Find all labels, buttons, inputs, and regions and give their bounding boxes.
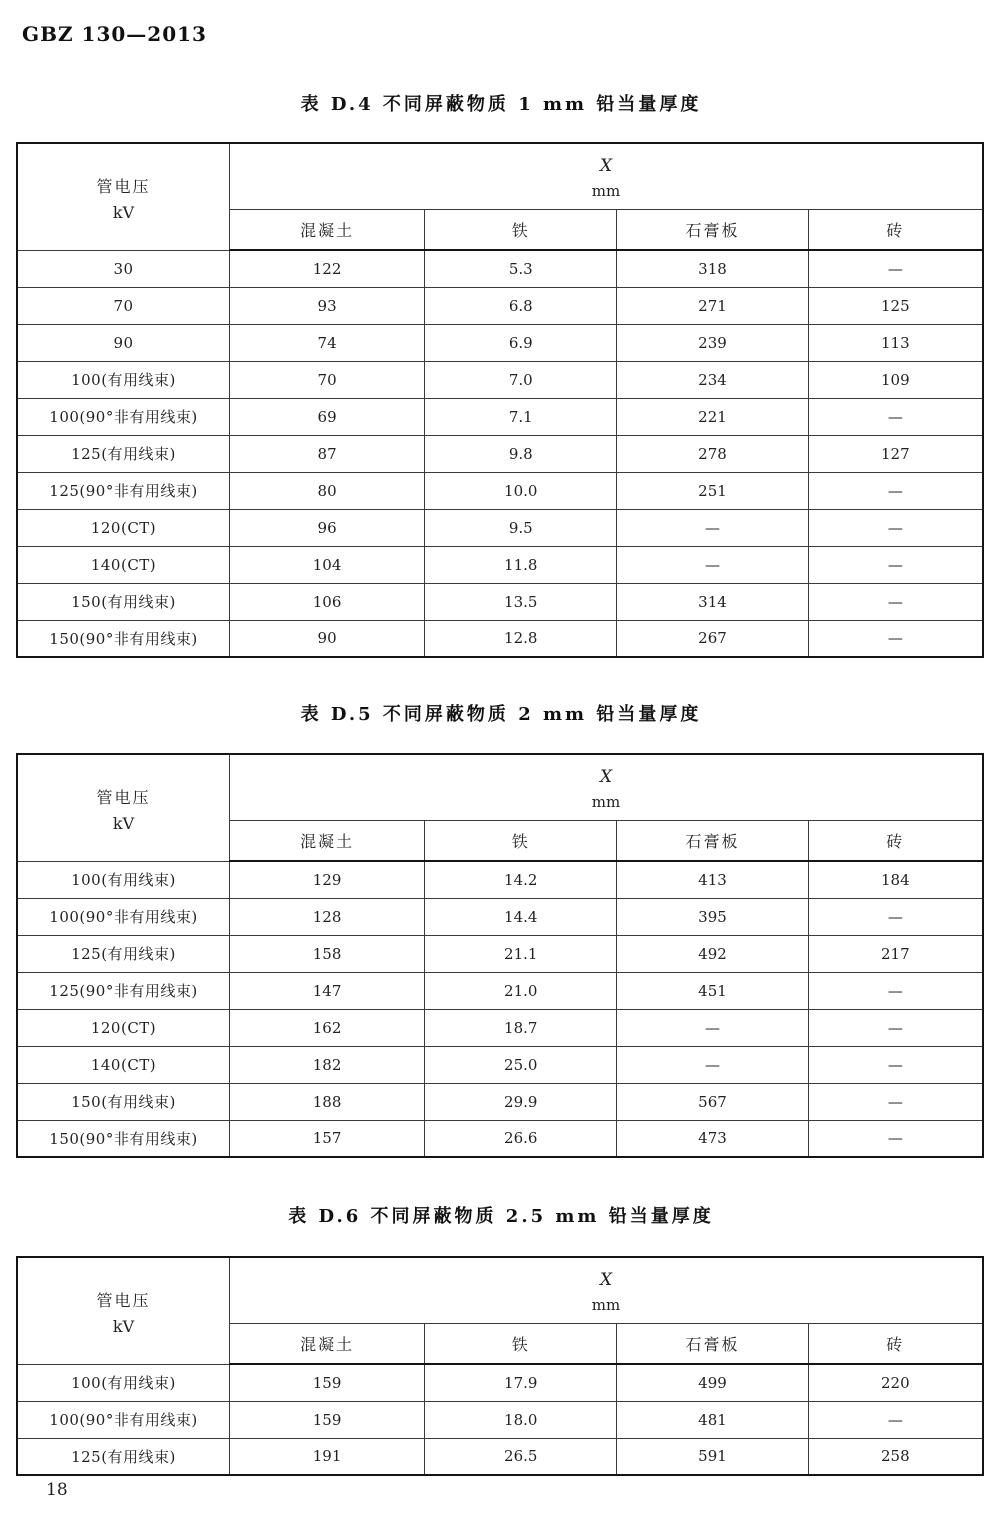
page-number: 18 [46, 1480, 68, 1500]
row-label-cell: 100(有用线束) [17, 361, 230, 398]
value-cell: 70 [230, 361, 425, 398]
value-cell: 5.3 [425, 250, 617, 287]
mm-unit-label: mm [591, 182, 621, 201]
table-row [17, 583, 983, 620]
table-d4 [16, 142, 984, 658]
material-column-header: 混凝土 [230, 820, 425, 861]
value-cell: 147 [230, 972, 425, 1009]
thickness-symbol: X [599, 1270, 613, 1291]
row-label-cell: 100(90°非有用线束) [17, 398, 230, 435]
value-cell: 104 [230, 546, 425, 583]
value-cell: 271 [617, 287, 808, 324]
material-column-header: 混凝土 [230, 209, 425, 250]
standard-number-header: GBZ 130—2013 [22, 22, 207, 46]
value-cell: — [617, 509, 808, 546]
row-label-cell: 125(有用线束) [17, 935, 230, 972]
material-column-header: 铁 [425, 209, 617, 250]
value-cell: — [808, 472, 983, 509]
table-d4-title: 表 D.4 不同屏蔽物质 1 mm 铅当量厚度 [300, 94, 702, 115]
value-cell: — [808, 250, 983, 287]
value-cell: — [808, 1120, 983, 1157]
value-cell: — [617, 546, 808, 583]
row-label-cell: 100(90°非有用线束) [17, 898, 230, 935]
table-d6-body [17, 1364, 983, 1475]
value-cell: 7.1 [425, 398, 617, 435]
material-column-header: 石膏板 [617, 820, 808, 861]
table-row [17, 398, 983, 435]
table-row [17, 1120, 983, 1157]
row-label-cell: 140(CT) [17, 546, 230, 583]
column-group-header-thickness [230, 1257, 983, 1323]
value-cell: 129 [230, 861, 425, 898]
row-label-cell: 125(90°非有用线束) [17, 972, 230, 1009]
value-cell: 106 [230, 583, 425, 620]
value-cell: 21.1 [425, 935, 617, 972]
value-cell: 9.8 [425, 435, 617, 472]
value-cell: 221 [617, 398, 808, 435]
tube-voltage-label: 管电压 [96, 1290, 151, 1310]
row-label-cell: 150(90°非有用线束) [17, 1120, 230, 1157]
table-row [17, 287, 983, 324]
value-cell: 451 [617, 972, 808, 1009]
value-cell: 162 [230, 1009, 425, 1046]
value-cell: 278 [617, 435, 808, 472]
column-header-tube-voltage [17, 754, 230, 861]
row-label-cell: 140(CT) [17, 1046, 230, 1083]
row-label-cell: 100(有用线束) [17, 861, 230, 898]
value-cell: 80 [230, 472, 425, 509]
thickness-symbol: X [599, 156, 613, 177]
value-cell: 113 [808, 324, 983, 361]
value-cell: 314 [617, 583, 808, 620]
table-row [17, 898, 983, 935]
value-cell: 74 [230, 324, 425, 361]
row-label-cell: 125(90°非有用线束) [17, 472, 230, 509]
value-cell: 188 [230, 1083, 425, 1120]
value-cell: — [808, 509, 983, 546]
table-d5 [16, 753, 984, 1158]
value-cell: 413 [617, 861, 808, 898]
value-cell: — [808, 546, 983, 583]
kv-unit-label: kV [112, 813, 135, 833]
row-label-cell: 120(CT) [17, 1009, 230, 1046]
value-cell: 267 [617, 620, 808, 657]
mm-unit-label: mm [591, 793, 621, 812]
value-cell: 159 [230, 1364, 425, 1401]
table-row [17, 1009, 983, 1046]
row-label-cell: 70 [17, 287, 230, 324]
value-cell: 492 [617, 935, 808, 972]
value-cell: 191 [230, 1438, 425, 1475]
value-cell: 318 [617, 250, 808, 287]
table-row [17, 361, 983, 398]
value-cell: 128 [230, 898, 425, 935]
table-d6 [16, 1256, 984, 1476]
value-cell: 7.0 [425, 361, 617, 398]
material-column-header: 石膏板 [617, 1323, 808, 1364]
value-cell: 125 [808, 287, 983, 324]
value-cell: 21.0 [425, 972, 617, 1009]
value-cell: 122 [230, 250, 425, 287]
value-cell: — [808, 1083, 983, 1120]
value-cell: 93 [230, 287, 425, 324]
column-header-tube-voltage [17, 1257, 230, 1364]
material-column-header: 石膏板 [617, 209, 808, 250]
value-cell: 87 [230, 435, 425, 472]
value-cell: 481 [617, 1401, 808, 1438]
value-cell: 251 [617, 472, 808, 509]
row-label-cell: 125(有用线束) [17, 435, 230, 472]
value-cell: — [808, 398, 983, 435]
value-cell: 18.7 [425, 1009, 617, 1046]
tube-voltage-label: 管电压 [96, 787, 151, 807]
table-row [17, 1046, 983, 1083]
table-row [17, 1364, 983, 1401]
value-cell: 17.9 [425, 1364, 617, 1401]
table-row [17, 250, 983, 287]
value-cell: 217 [808, 935, 983, 972]
value-cell: 234 [617, 361, 808, 398]
value-cell: 69 [230, 398, 425, 435]
value-cell: 220 [808, 1364, 983, 1401]
row-label-cell: 100(90°非有用线束) [17, 1401, 230, 1438]
table-d4-body [17, 250, 983, 657]
table-row [17, 546, 983, 583]
table-row [17, 1438, 983, 1475]
row-label-cell: 100(有用线束) [17, 1364, 230, 1401]
row-label-cell: 120(CT) [17, 509, 230, 546]
value-cell: 395 [617, 898, 808, 935]
value-cell: — [808, 972, 983, 1009]
value-cell: — [808, 1046, 983, 1083]
table-row [17, 435, 983, 472]
material-column-header: 混凝土 [230, 1323, 425, 1364]
column-group-header-thickness [230, 754, 983, 820]
value-cell: 29.9 [425, 1083, 617, 1120]
thickness-symbol: X [599, 767, 613, 788]
value-cell: 499 [617, 1364, 808, 1401]
row-label-cell: 150(有用线束) [17, 583, 230, 620]
row-label-cell: 30 [17, 250, 230, 287]
value-cell: 96 [230, 509, 425, 546]
value-cell: — [808, 1009, 983, 1046]
tube-voltage-label: 管电压 [96, 176, 151, 196]
value-cell: 90 [230, 620, 425, 657]
value-cell: 9.5 [425, 509, 617, 546]
value-cell: — [617, 1046, 808, 1083]
value-cell: 6.9 [425, 324, 617, 361]
value-cell: 182 [230, 1046, 425, 1083]
material-column-header: 铁 [425, 820, 617, 861]
column-group-header-thickness [230, 143, 983, 209]
value-cell: — [617, 1009, 808, 1046]
value-cell: 591 [617, 1438, 808, 1475]
table-row [17, 861, 983, 898]
table-row [17, 324, 983, 361]
value-cell: 13.5 [425, 583, 617, 620]
column-header-tube-voltage [17, 143, 230, 250]
value-cell: — [808, 583, 983, 620]
value-cell: 12.8 [425, 620, 617, 657]
row-label-cell: 150(有用线束) [17, 1083, 230, 1120]
value-cell: 26.6 [425, 1120, 617, 1157]
row-label-cell: 125(有用线束) [17, 1438, 230, 1475]
value-cell: 473 [617, 1120, 808, 1157]
table-d5-body [17, 861, 983, 1157]
value-cell: 239 [617, 324, 808, 361]
value-cell: — [808, 1401, 983, 1438]
value-cell: 14.2 [425, 861, 617, 898]
value-cell: 18.0 [425, 1401, 617, 1438]
table-row [17, 1401, 983, 1438]
row-label-cell: 150(90°非有用线束) [17, 620, 230, 657]
material-column-header: 砖 [808, 209, 983, 250]
table-d5-title: 表 D.5 不同屏蔽物质 2 mm 铅当量厚度 [300, 704, 702, 725]
value-cell: 25.0 [425, 1046, 617, 1083]
value-cell: 14.4 [425, 898, 617, 935]
value-cell: 157 [230, 1120, 425, 1157]
mm-unit-label: mm [591, 1296, 621, 1315]
table-row [17, 1083, 983, 1120]
value-cell: 184 [808, 861, 983, 898]
value-cell: — [808, 620, 983, 657]
value-cell: 567 [617, 1083, 808, 1120]
value-cell: 127 [808, 435, 983, 472]
value-cell: 258 [808, 1438, 983, 1475]
table-row [17, 935, 983, 972]
value-cell: 159 [230, 1401, 425, 1438]
value-cell: 10.0 [425, 472, 617, 509]
table-row [17, 472, 983, 509]
kv-unit-label: kV [112, 1316, 135, 1336]
value-cell: 11.8 [425, 546, 617, 583]
table-d6-title: 表 D.6 不同屏蔽物质 2.5 mm 铅当量厚度 [288, 1206, 714, 1227]
row-label-cell: 90 [17, 324, 230, 361]
table-row [17, 509, 983, 546]
material-column-header: 砖 [808, 820, 983, 861]
table-row [17, 972, 983, 1009]
table-row [17, 620, 983, 657]
value-cell: — [808, 898, 983, 935]
value-cell: 6.8 [425, 287, 617, 324]
value-cell: 158 [230, 935, 425, 972]
material-column-header: 铁 [425, 1323, 617, 1364]
value-cell: 109 [808, 361, 983, 398]
kv-unit-label: kV [112, 202, 135, 222]
value-cell: 26.5 [425, 1438, 617, 1475]
material-column-header: 砖 [808, 1323, 983, 1364]
